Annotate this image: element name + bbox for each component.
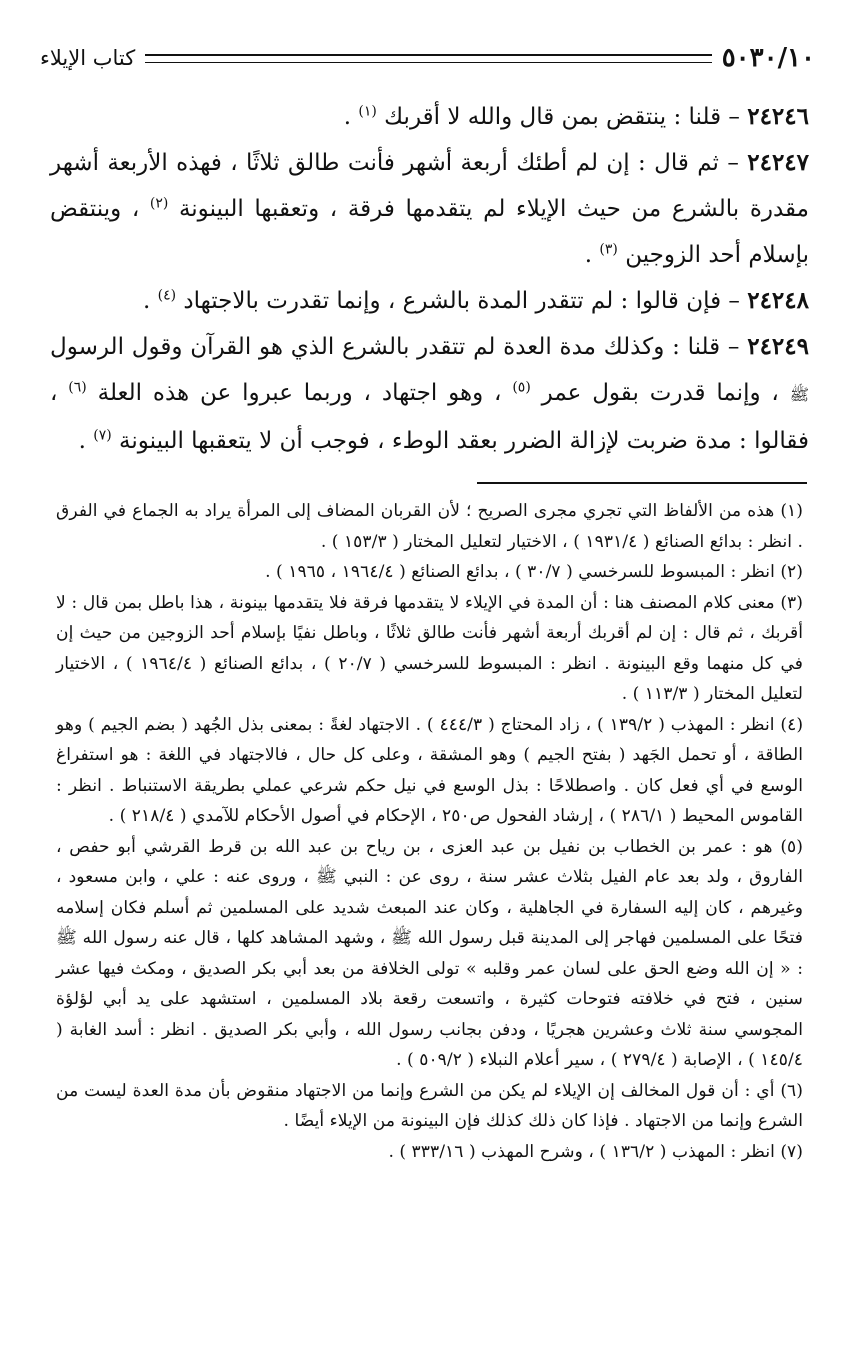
page-number: ٥٠٣٠/١٠ (721, 43, 815, 73)
footnote-separator (477, 482, 807, 484)
paragraph-text: . (78, 428, 94, 454)
footnote-5: (٥) هو : عمر بن الخطاب بن نفيل بن عبد العزى ، بن رياح بن عبد الله بن قرط القرشي أبو حفص ، الفاروق ، ولد بعد عام الفيل بثلاث عشر سنة ، روى عن : النبي ﷺ ، وروى عنه : علي ، وابن مسعود ، وغيرهم ، كان إليه السفارة في الجاهلية ، وكان عند المبعث شديد على المسلمين ثم أسلم فكان إسلامه فتحًا على المسلمين فهاجر إلى المدينة قبل رسول الله ﷺ ، وشهد المشاهد كلها ، قال عنه رسول الله ﷺ : « إن الله وضع الحق على لسان عمر وقلبه » تولى الخلافة من بعد أبي بكر الصديق ، ومكث فيها عشر سنين ، فتح في خلافته فتوحات كثيرة ، واتسعت رقعة بلاد المسلمين ، استشهد على يد أبي لؤلؤة المجوسي سنة ثلاث وعشرين هجريًا ، ودفن بجانب رسول الله ، وأبي بكر الصديق . انظر : أسد الغابة ( ١٤٥/٤ ) ، الإصابة ( ٢٧٩/٤ ) ، سير أعلام النبلاء ( ٥٠٩/٢ ) . (56, 836, 803, 1070)
footnote-4: (٤) انظر : المهذب ( ١٣٩/٢ ) ، زاد المحتاج ( ٤٤٤/٣ ) . الاجتهاد لغةً : بمعنى بذل الجُهد ( بضم الجيم ) وهو الطاقة ، أو تحمل الجَهد ( بفتح الجيم ) وهو المشقة ، وعلى كل حال ، فالاجتهاد في اللغة : هو استفراغ الوسع في أي فعل كان . واصطلاحًا : بذل الوسع في نيل حكم شرعي عملي بطريقة الاستنباط . انظر : القاموس المحيط ( ٢٨٦/١ ) ، إرشاد الفحول ص٢٥٠ ، الإحكام في أصول الأحكام للآمدي ( ٢١٨/٤ ) . (56, 714, 804, 826)
footnote-ref: (٥) (512, 379, 531, 396)
paragraph-number: ٢٤٢٤٨ (747, 287, 809, 314)
footnote-ref: (١) (358, 103, 377, 120)
footnote-ref: (٦) (68, 379, 87, 396)
book-title: كتاب الإيلاء (40, 46, 136, 70)
footnote-3: (٣) معنى كلام المصنف هنا : أن المدة في الإيلاء لا يتقدمها فرقة فلا يتقدمها بينونة ، هذا باطل بمن قال : لا أقربك ، ثم قال : إن لم أقربك أربعة أشهر فأنت طالق ثلاثًا ، وباطل نفيًا بإسلام أحد الزوجين من حيث إن في كل منهما وقع البينونة . انظر : المبسوط للسرخسي ( ٢٠/٧ ) ، بدائع الصنائع ( ١٩٦٤/٤ ) ، الاختيار لتعليل المختار ( ١١٣/٣ ) . (56, 592, 803, 704)
paragraph-text: . (343, 104, 359, 130)
paragraph-text: ، وإنما قدرت بقول عمر (541, 380, 790, 406)
footnote-ref: (٣) (599, 241, 618, 258)
paragraph-24246 (50, 94, 809, 140)
main-text (50, 94, 809, 464)
footnote-7: (٧) انظر : المهذب ( ١٣٦/٢ ) ، وشرح المهذب ( ٣٣٣/١٦ ) . (388, 1141, 803, 1162)
header-rule (145, 54, 711, 63)
footnote-2: (٢) انظر : المبسوط للسرخسي ( ٣٠/٧ ) ، بدائع الصنائع ( ١٩٦٤/٤ ، ١٩٦٥ ) . (265, 562, 803, 582)
paragraph-text: ، وهو اجتهاد ، وربما عبروا عن هذه العلة (97, 380, 513, 406)
paragraph-number: ٢٤٢٤٩ (747, 333, 809, 360)
salawat-glyph: ﷺ (789, 385, 810, 404)
paragraph-text: – قلنا : وكذلك مدة العدة لم تتقدر بالشرع الذي هو القرآن وقول الرسول (50, 334, 740, 360)
paragraph-24247 (50, 140, 809, 278)
page-header (40, 38, 815, 78)
paragraph-text: – قلنا : ينتقض بمن قال والله لا أقربك (384, 104, 740, 130)
paragraph-number: ٢٤٢٤٧ (747, 149, 810, 176)
paragraph-text: ، وينتقض بإسلام أحد الزوجين (50, 196, 809, 268)
footnote-1: (١) هذه من الألفاظ التي تجري مجرى الصريح ؛ لأن القربان المضاف إلى المرأة يراد به الجماع في الفرق . انظر : بدائع الصنائع ( ١٩٣١/٤ ) ، الاختيار لتعليل المختار ( ١٥٣/٣ ) . (56, 501, 803, 552)
footnote-ref: (٤) (157, 287, 177, 304)
paragraph-24249 (50, 324, 809, 464)
paragraph-text: . (142, 288, 158, 314)
footnotes (56, 496, 803, 1167)
footnote-ref: (٢) (149, 195, 169, 212)
paragraph-text: ، فقالوا : مدة ضربت لإزالة الضرر بعقد الوطء ، فوجب أن لا يتعقبها البينونة (50, 380, 809, 454)
paragraph-text: – ثم قال : إن لم أطئك أربعة أشهر فأنت طالق ثلاثًا ، فهذه الأربعة أشهر مقدرة بالشرع من حيث الإيلاء لم يتقدمها فرقة ، وتعقبها البينونة (50, 150, 810, 222)
footnote-6: (٦) أي : أن قول المخالف إن الإيلاء لم يكن من الشرع وإنما من الاجتهاد منقوض بأن مدة العدة ليست من الشرع وإنما من الاجتهاد . فإذا كان ذلك كذلك فإن البينونة من الإيلاء أيضًا . (56, 1080, 803, 1131)
footnote-ref: (٧) (93, 427, 112, 444)
paragraph-text: – فإن قالوا : لم تتقدر المدة بالشرع ، وإنما تقدرت بالاجتهاد (183, 288, 740, 314)
paragraph-number: ٢٤٢٤٦ (747, 103, 809, 130)
paragraph-24248 (50, 278, 809, 324)
paragraph-text: . (584, 242, 600, 268)
